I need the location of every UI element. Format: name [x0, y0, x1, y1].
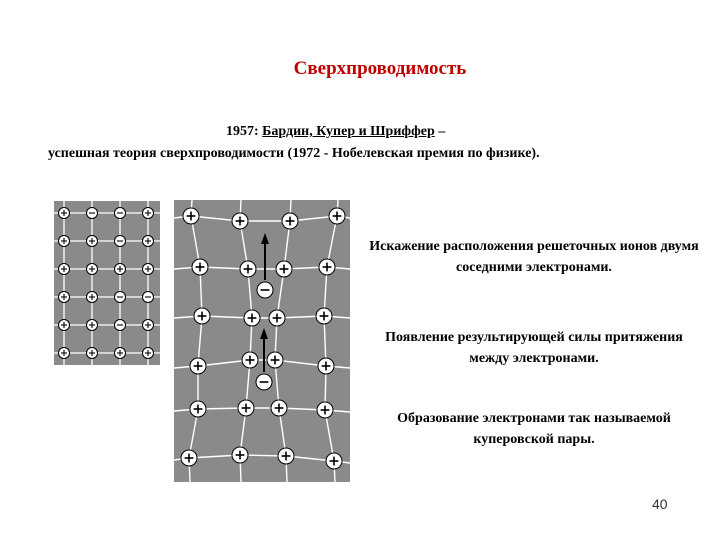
lattice-ion — [59, 320, 70, 331]
lattice-ion — [115, 320, 126, 331]
page-number: 40 — [652, 496, 668, 512]
lattice-ion — [232, 213, 248, 229]
lattice-ion — [87, 208, 98, 219]
lattice-ion — [317, 402, 333, 418]
lattice-ion — [194, 308, 210, 324]
electron — [256, 374, 272, 390]
subtitle-dash: – — [434, 124, 446, 139]
lattice-ion — [115, 208, 126, 219]
lattice-ion — [115, 264, 126, 275]
lattice-ion — [143, 264, 154, 275]
regular-lattice-diagram — [54, 201, 160, 365]
subtitle-line-2: успешная теория сверхпроводимости (1972 - Нобелевская премия по физике). — [48, 146, 540, 161]
lattice-ion — [115, 292, 126, 303]
lattice-ion — [276, 261, 292, 277]
lattice-ion — [319, 259, 335, 275]
electron — [257, 282, 273, 298]
lattice-ion — [115, 348, 126, 359]
lattice-ion — [244, 310, 260, 326]
lattice-ion — [59, 208, 70, 219]
lattice-ion — [143, 292, 154, 303]
lattice-ion — [143, 236, 154, 247]
lattice-ion — [238, 400, 254, 416]
regular-lattice-background — [54, 201, 160, 365]
lattice-ion — [232, 447, 248, 463]
lattice-ion — [143, 208, 154, 219]
lattice-ion — [87, 320, 98, 331]
note-lattice-distortion: Искажение расположения решеточных ионов двумя соседними электронами. — [369, 239, 699, 275]
lattice-ion — [87, 264, 98, 275]
lattice-ion — [282, 213, 298, 229]
lattice-ion — [143, 320, 154, 331]
lattice-ion — [143, 348, 154, 359]
lattice-ion — [192, 259, 208, 275]
lattice-ion — [269, 310, 285, 326]
lattice-ion — [267, 352, 283, 368]
lattice-ion — [190, 401, 206, 417]
lattice-ion — [316, 308, 332, 324]
lattice-ion — [115, 236, 126, 247]
subtitle-year: 1957: — [226, 124, 263, 139]
lattice-ion — [87, 292, 98, 303]
lattice-ion — [242, 352, 258, 368]
subtitle-authors: Бардин, Купер и Шриффер — [262, 124, 435, 139]
note-attraction-force: Появление результирующей силы притяжения между электронами. — [385, 330, 683, 366]
lattice-ion — [318, 358, 334, 374]
lattice-ion — [59, 292, 70, 303]
lattice-ion — [183, 208, 199, 224]
lattice-ion — [190, 358, 206, 374]
lattice-ion — [329, 208, 345, 224]
slide-title: Сверхпроводимость — [293, 58, 467, 79]
distorted-lattice-diagram — [174, 200, 350, 482]
lattice-ion — [59, 236, 70, 247]
lattice-ion — [240, 261, 256, 277]
lattice-ion — [181, 450, 197, 466]
lattice-ion — [326, 453, 342, 469]
lattice-ion — [278, 448, 294, 464]
lattice-ion — [87, 236, 98, 247]
subtitle-line-1 — [226, 124, 445, 140]
lattice-ion — [271, 400, 287, 416]
lattice-ion — [87, 348, 98, 359]
lattice-ion — [59, 264, 70, 275]
note-cooper-pair: Образование электронами так называемой куперовской пары. — [397, 411, 671, 447]
lattice-ion — [59, 348, 70, 359]
